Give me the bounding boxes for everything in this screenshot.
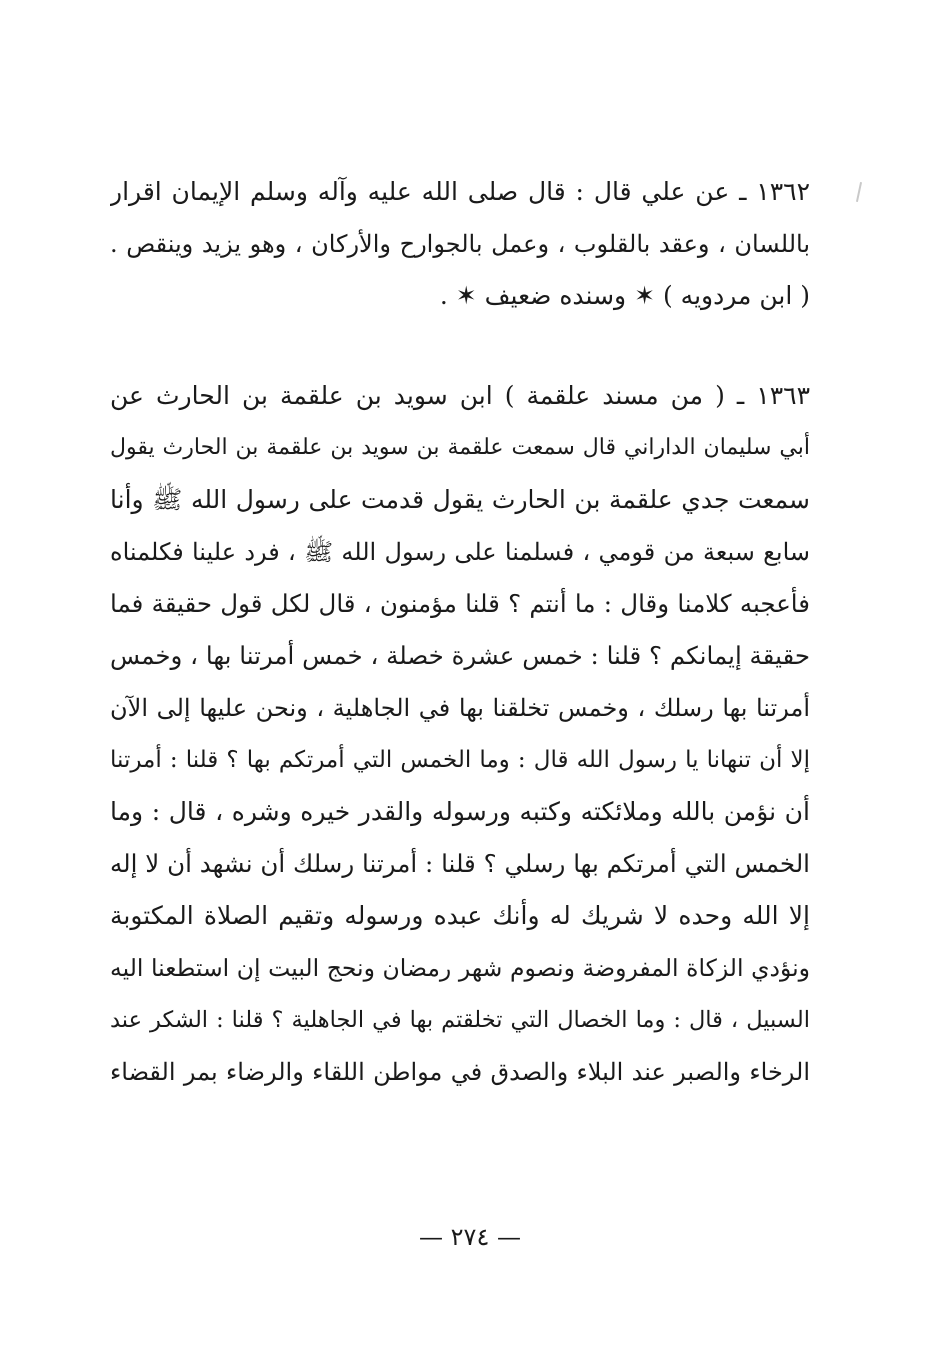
page-number: — ٢٧٤ —	[419, 1223, 521, 1251]
hadith-1363-line-8: إلا أن تنهانا يا رسول الله قال : وما الخمس التي أمرتكم بها ؟ قلنا : أمرتنا	[110, 747, 810, 773]
hadith-1362-source-line: ( ابن مردويه ) ✶ وسنده ضعيف ✶ .	[439, 281, 810, 310]
hadith-1362-line-1: ١٣٦٢ ـ عن علي قال : قال صلى الله عليه وآله وسلم الإيمان اقرار	[110, 177, 810, 206]
hadith-1363-line-11: إلا الله وحده لا شريك له وأنك عبده ورسوله وتقيم الصلاة المكتوبة	[110, 901, 810, 930]
hadith-1363-line-6: حقيقة إيمانكم ؟ قلنا : خمس عشرة خصلة ، خمس أمرتنا بها ، وخمس	[110, 641, 810, 670]
hadith-1363-line-7: أمرتنا بها رسلك ، وخمس تخلقنا بها في الجاهلية ، ونحن عليها إلى الآن	[110, 694, 810, 722]
hadith-1362-paragraph	[110, 166, 810, 322]
hadith-1363-line-5: فأعجبه كلامنا وقال : ما أنتم ؟ قلنا مؤمنون ، قال لكل قول حقيقة فما	[110, 589, 810, 618]
hadith-1363-line-13: السبيل ، قال : وما الخصال التي تخلقتم بها في الجاهلية ؟ قلنا : الشكر عند	[110, 1007, 810, 1033]
hadith-1363-line-10: الخمس التي أمرتكم بها رسلي ؟ قلنا : أمرتنا رسلك أن نشهد أن لا إله	[110, 849, 810, 878]
hadith-1363-line-4: سابع سبعة من قومي ، فسلمنا على رسول الله ﷺ ، فرد علينا فكلمناه	[110, 538, 810, 566]
margin-mark	[856, 182, 862, 202]
hadith-1362-line-2: باللسان ، وعقد بالقلوب ، وعمل بالجوارح والأركان ، وهو يزيد وينقص .	[110, 230, 810, 258]
hadith-1363-line-14: الرخاء والصبر عند البلاء والصدق في مواطن اللقاء والرضاء بمر القضاء	[110, 1058, 810, 1086]
hadith-1363-line-1: ١٣٦٣ ـ ( من مسند علقمة ) ابن سويد بن علقمة بن الحارث عن	[110, 381, 810, 410]
hadith-1363-line-12: ونؤدي الزكاة المفروضة ونصوم شهر رمضان ونحج البيت إن استطعنا اليه	[110, 954, 810, 982]
hadith-1363-paragraph	[110, 370, 810, 1098]
hadith-1363-line-2: أبي سليمان الداراني قال سمعت علقمة بن سويد بن علقمة بن الحارث يقول	[110, 435, 810, 460]
hadith-1363-line-9: أن نؤمن بالله وملائكته وكتبه ورسوله والقدر خيره وشره ، قال : وما	[110, 797, 810, 826]
hadith-1363-line-3: سمعت جدي علقمة بن الحارث يقول قدمت على رسول الله ﷺ وأنا	[110, 485, 810, 514]
